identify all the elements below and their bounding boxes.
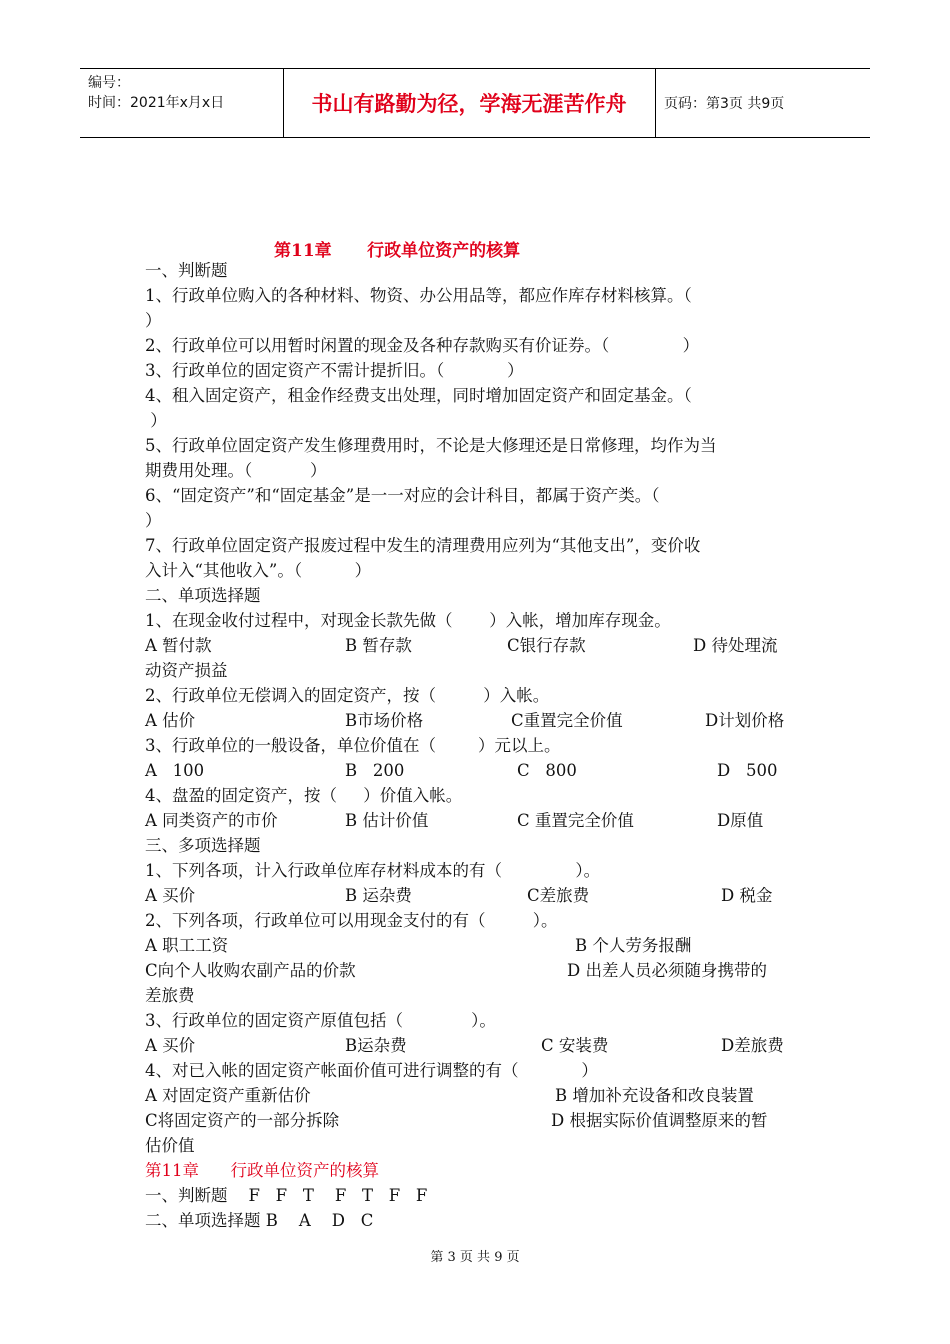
option: D 待处理流 <box>693 636 778 655</box>
question-text: 4、盘盈的固定资产，按（ ）价值入帐。 <box>145 786 463 805</box>
question-text: 6、“固定资产”和“固定基金”是一一对应的会计科目，都属于资产类。（ <box>145 486 660 505</box>
option: B 增加补充设备和改良装置 <box>555 1086 754 1105</box>
option: C银行存款 <box>507 636 586 655</box>
date-label: 时间：2021年x月x日 <box>88 95 225 111</box>
option: A 暂付款 <box>145 636 212 655</box>
option: C向个人收购农副产品的价款 <box>145 961 356 980</box>
options-row <box>145 708 810 733</box>
question-text: 2、行政单位可以用暂时闲置的现金及各种存款购买有价证券。（ ） <box>145 336 700 355</box>
question-text: 2、行政单位无偿调入的固定资产，按（ ）入帐。 <box>145 686 550 705</box>
option: B 运杂费 <box>345 886 412 905</box>
option: C 重置完全价值 <box>517 811 634 830</box>
document-body <box>145 258 810 1233</box>
option: C 安装费 <box>541 1036 609 1055</box>
options-row <box>145 758 810 783</box>
question-text: 期费用处理。（ ） <box>145 461 327 480</box>
option: A 买价 <box>145 1036 196 1055</box>
options-row <box>145 933 810 958</box>
answer-line: 二、单项选择题 B A D C <box>145 1211 374 1230</box>
option: C差旅费 <box>527 886 590 905</box>
options-row <box>145 883 810 908</box>
question-text: ） <box>145 311 162 330</box>
options-row <box>145 1083 810 1108</box>
option: A 买价 <box>145 886 196 905</box>
option: C重置完全价值 <box>511 711 623 730</box>
option: D 500 <box>717 761 778 780</box>
question-text: 4、租入固定资产，租金作经费支出处理，同时增加固定资产和固定基金。（ <box>145 386 692 405</box>
question-text: 1、在现金收付过程中，对现金长款先做（ ）入帐，增加库存现金。 <box>145 611 671 630</box>
option-continuation: 差旅费 <box>145 986 195 1005</box>
question-text: 2、下列各项，行政单位可以用现金支付的有（ ）。 <box>145 911 558 930</box>
option: B运杂费 <box>345 1036 407 1055</box>
options-row <box>145 958 810 983</box>
option: C 800 <box>517 761 577 780</box>
options-row <box>145 1033 810 1058</box>
option: A 估价 <box>145 711 196 730</box>
header-page-info: 页码：第3页 共9页 <box>664 96 785 112</box>
option: C将固定资产的一部分拆除 <box>145 1111 340 1130</box>
option: A 同类资产的市价 <box>145 811 278 830</box>
option: A 职工工资 <box>145 936 229 955</box>
header-meta <box>88 73 224 113</box>
option-continuation: 动资产损益 <box>145 661 228 680</box>
page-footer: 第 3 页 共 9 页 <box>430 1250 520 1265</box>
option-continuation: 估价值 <box>145 1136 195 1155</box>
option: B 估计价值 <box>345 811 429 830</box>
section-heading: 一、判断题 <box>145 261 228 280</box>
option: D 出差人员必须随身携带的 <box>567 961 767 980</box>
header-divider <box>655 69 656 137</box>
option: A 对固定资产重新估价 <box>145 1086 311 1105</box>
option: B 暂存款 <box>345 636 412 655</box>
question-text: 5、行政单位固定资产发生修理费用时，不论是大修理还是日常修理，均作为当 <box>145 436 717 455</box>
option: B市场价格 <box>345 711 424 730</box>
question-text: ） <box>145 511 162 530</box>
options-row <box>145 808 810 833</box>
option: D计划价格 <box>705 711 785 730</box>
section-heading: 二、单项选择题 <box>145 586 261 605</box>
section-heading: 三、多项选择题 <box>145 836 261 855</box>
question-text: 3、行政单位的固定资产不需计提折旧。（ ） <box>145 361 524 380</box>
option: D 根据实际价值调整原来的暂 <box>551 1111 768 1130</box>
question-text: 4、对已入帐的固定资产帐面价值可进行调整的有（ ） <box>145 1061 598 1080</box>
option: D 税金 <box>721 886 773 905</box>
option: D原值 <box>717 811 764 830</box>
chapter-title: 第11章 行政单位资产的核算 <box>274 241 521 261</box>
header-motto: 书山有路勤为径，学海无涯苦作舟 <box>311 92 627 116</box>
question-text: 3、行政单位的一般设备，单位价值在（ ）元以上。 <box>145 736 561 755</box>
option: A 100 <box>145 761 205 780</box>
question-text: 入计入“其他收入”。（ ） <box>145 561 372 580</box>
answer-line: 一、判断题 F F T F T F F <box>145 1186 428 1205</box>
number-label: 编号： <box>88 75 130 91</box>
question-text: 7、行政单位固定资产报废过程中发生的清理费用应列为“其他支出”，变价收 <box>145 536 701 555</box>
answers-title: 第11章 行政单位资产的核算 <box>145 1161 379 1180</box>
question-text: 1、下列各项，计入行政单位库存材料成本的有（ ）。 <box>145 861 601 880</box>
page-header <box>80 68 870 138</box>
options-row <box>145 1108 810 1133</box>
option: B 200 <box>345 761 405 780</box>
options-row <box>145 633 810 658</box>
question-text: ） <box>145 411 167 430</box>
question-text: 3、行政单位的固定资产原值包括（ ）。 <box>145 1011 496 1030</box>
question-text: 1、行政单位购入的各种材料、物资、办公用品等，都应作库存材料核算。（ <box>145 286 692 305</box>
option: D差旅费 <box>721 1036 784 1055</box>
option: B 个人劳务报酬 <box>575 936 692 955</box>
